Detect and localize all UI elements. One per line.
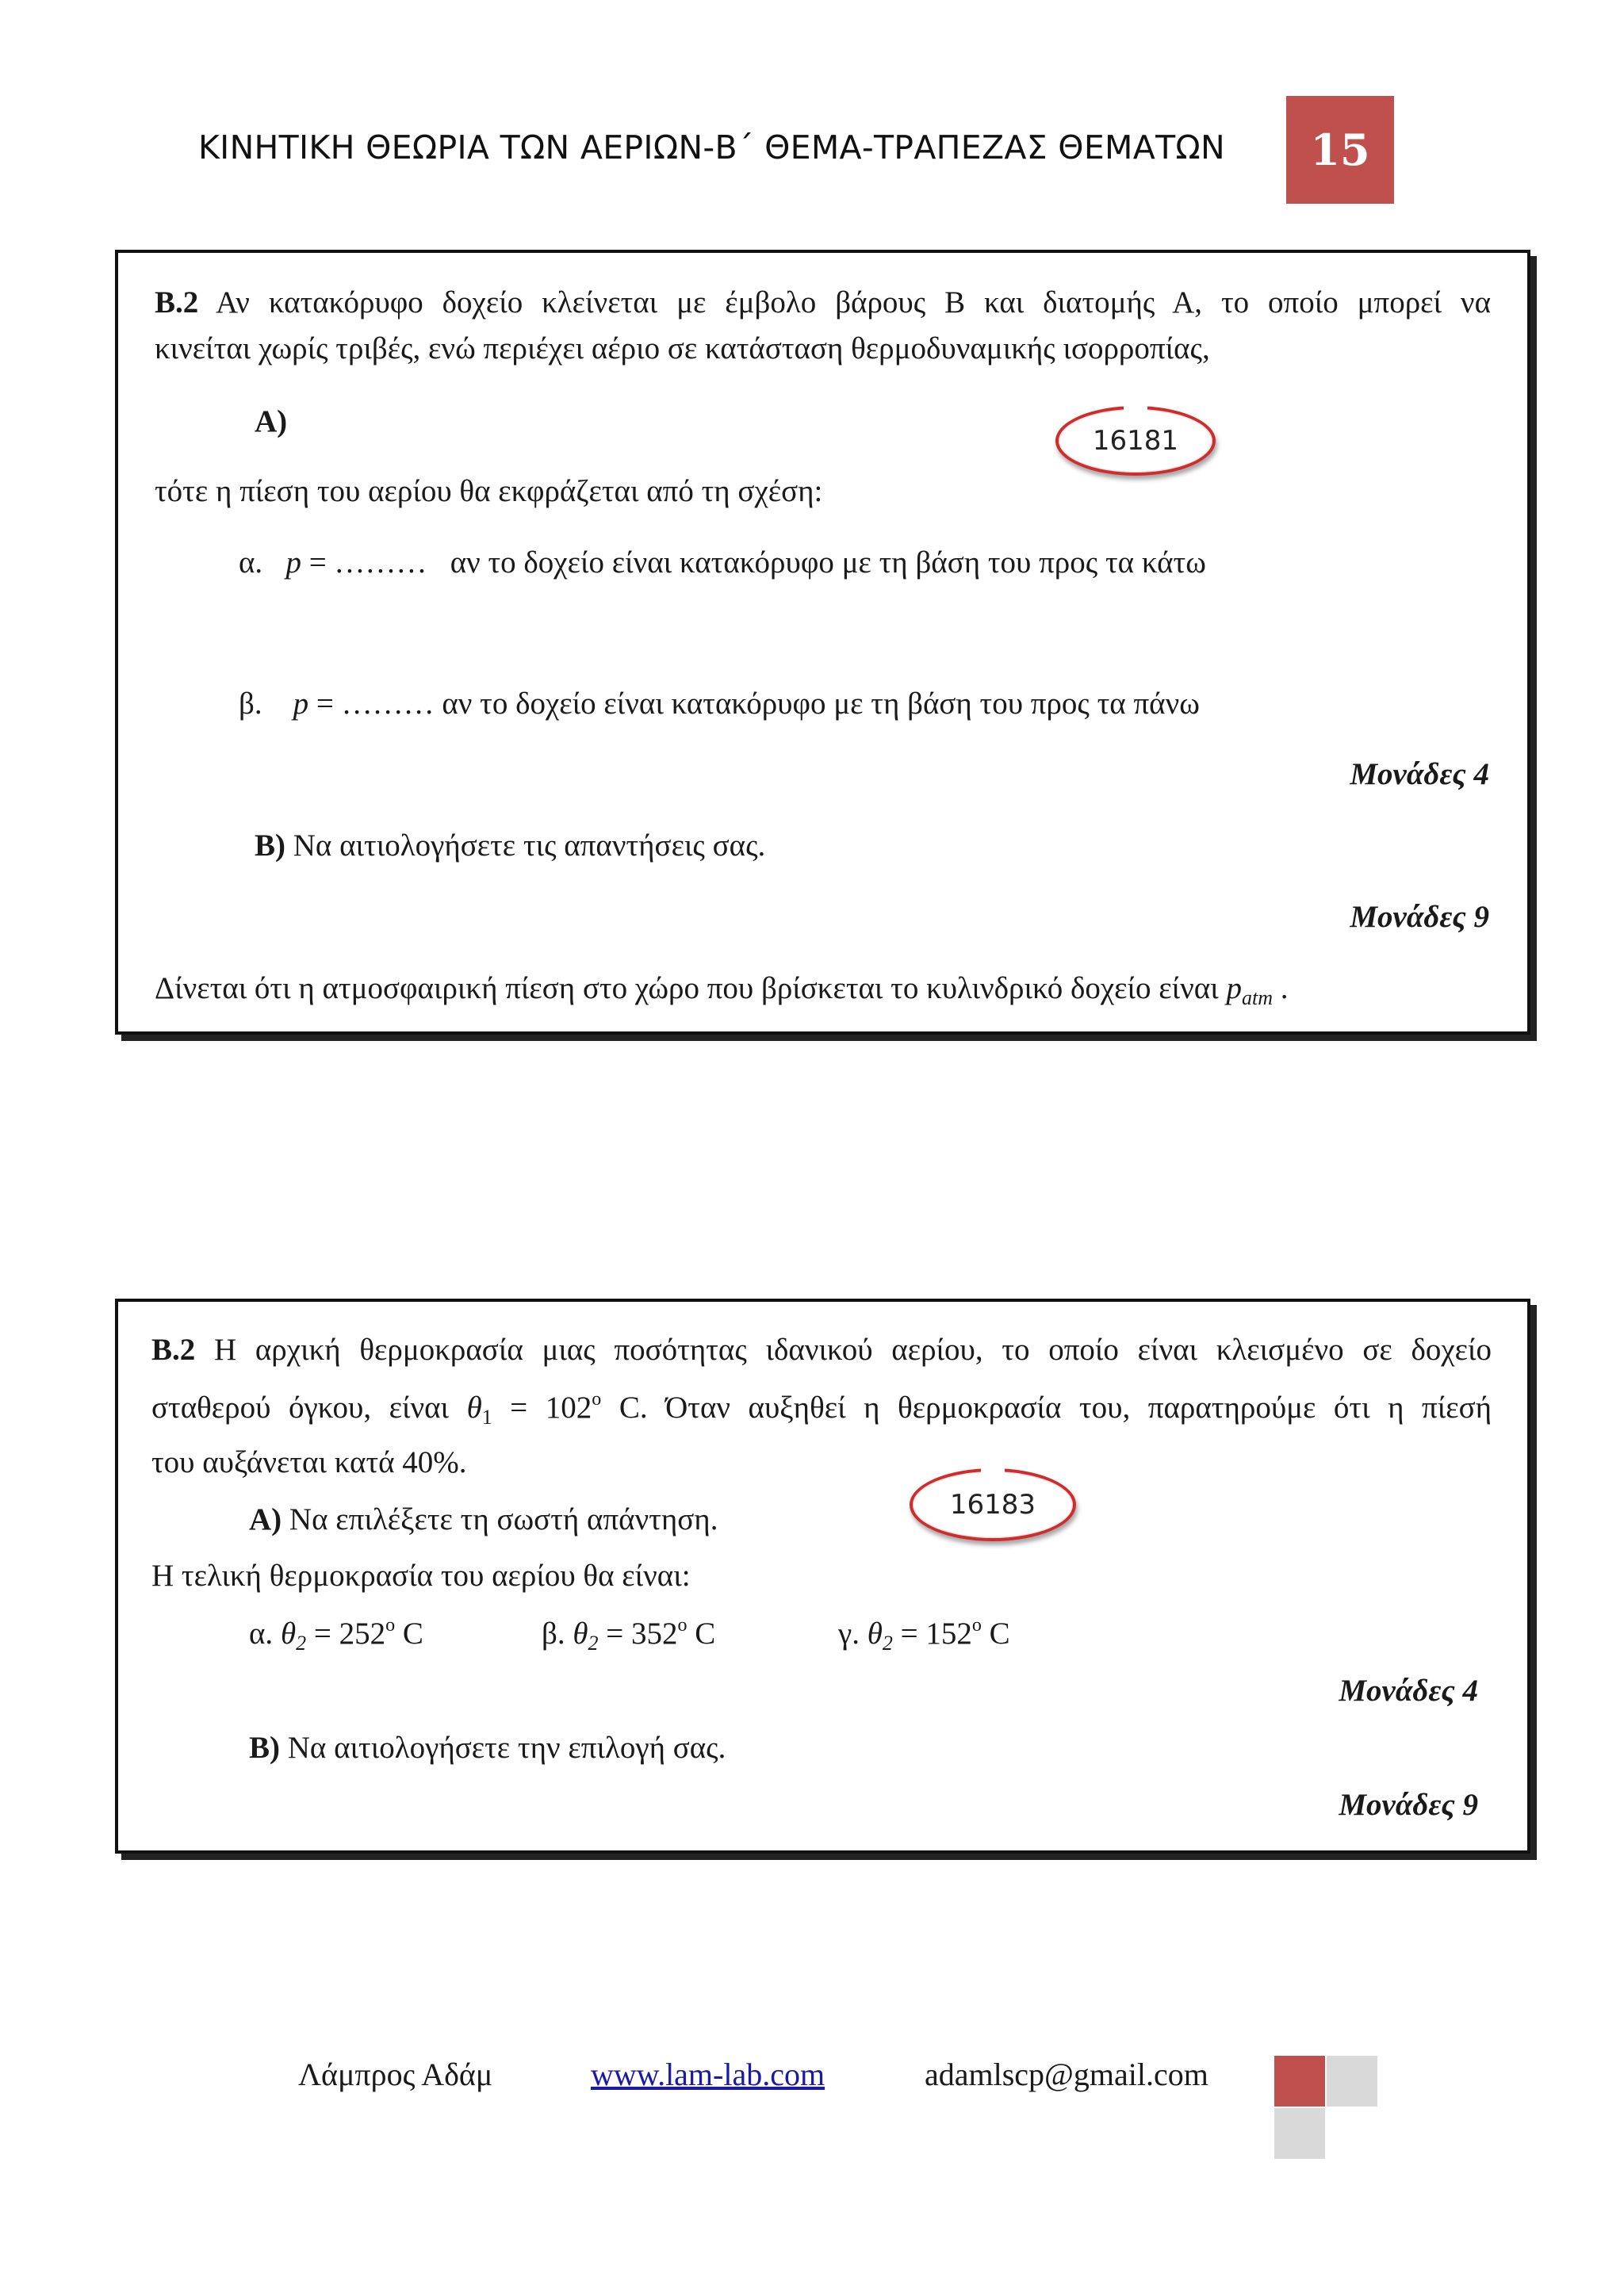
option-letter: γ.	[838, 1617, 860, 1651]
option-unit: C	[402, 1617, 423, 1651]
header-title: ΚΙΝΗΤΙΚΗ ΘΕΩΡΙΑ ΤΩΝ ΑΕΡΙΩΝ-Β΄ ΘΕΜΑ-ΤΡΑΠΕΖΑΣ ΘΕΜΑΤΩΝ	[198, 128, 1226, 166]
problem2-label: Β.2	[151, 1333, 196, 1367]
theta-subscript: 2	[296, 1632, 307, 1655]
problem1-part-b	[255, 828, 765, 863]
problem2-prompt: Η τελική θερμοκρασία του αερίου θα είναι:	[151, 1559, 691, 1593]
option-letter: α.	[249, 1617, 274, 1651]
problem-card-16183	[115, 1299, 1530, 1854]
problem1-option-b	[239, 686, 1200, 721]
degree-sign: ο	[677, 1615, 688, 1636]
problem1-prompt: τότε η πίεση του αερίου θα εκφράζεται από τη σχέση:	[155, 474, 823, 508]
problem2-option-b	[542, 1615, 715, 1655]
page-number-badge	[1286, 96, 1394, 204]
option-text: αν το δοχείο είναι κατακόρυφο με τη βάση του προς τα κάτω	[450, 545, 1206, 580]
option-text: αν το δοχείο είναι κατακόρυφο με τη βάση του προς τα πάνω	[442, 687, 1200, 721]
problem1-label: Β.2	[155, 285, 199, 320]
stamp-number: 16183	[949, 1489, 1036, 1521]
theta-subscript: 2	[882, 1632, 893, 1655]
theta-subscript: 1	[481, 1406, 492, 1429]
option-letter: β.	[239, 687, 262, 721]
initial-temperature: = 102	[510, 1391, 592, 1425]
problem2-line3: του αυξάνεται κατά 40%.	[151, 1445, 467, 1479]
part-a-text: Να επιλέξετε τη σωστή απάντηση.	[289, 1502, 718, 1536]
degree-sign: ο	[971, 1615, 982, 1636]
problem2-points-a: Μονάδες 4	[1339, 1674, 1478, 1708]
footer-author: Λάμπρος Αδάμ	[298, 2057, 493, 2092]
part-a-label: Α)	[249, 1502, 282, 1536]
footer-decor-square-gray-right	[1327, 2056, 1377, 2107]
problem1-intro-line1	[155, 285, 1491, 320]
footer-website-link[interactable]: www.lam-lab.com	[591, 2057, 825, 2092]
option-blank: = ………	[308, 545, 427, 580]
problem2-line1	[151, 1332, 1492, 1368]
part-b-label: Β)	[249, 1731, 280, 1765]
pressure-variable: p	[285, 545, 301, 580]
degree-sign: ο	[592, 1389, 602, 1410]
problem1-intro-line2: κινείται χωρίς τριβές, ενώ περιέχει αέριο σε κατάσταση θερμοδυναμικής ισορροπίας,	[155, 331, 1210, 365]
line2-pre: σταθερού όγκου, είναι	[151, 1391, 450, 1425]
page-number: 15	[1310, 124, 1370, 175]
theta-variable: θ	[280, 1617, 297, 1651]
problem2-option-a	[249, 1615, 423, 1655]
problem2-option-c	[838, 1615, 1010, 1655]
option-value: = 252	[313, 1617, 386, 1651]
atm-subscript: atm	[1241, 986, 1273, 1009]
option-value: = 152	[900, 1617, 972, 1651]
problem2-part-b	[249, 1730, 726, 1766]
atm-pressure-variable: p	[1226, 971, 1242, 1005]
problem2-line1-text: Η αρχική θερμοκρασία μιας ποσότητας ιδανικού αερίου, το οποίο είναι κλεισμένο σε δοχείο	[213, 1333, 1492, 1367]
degree-sign: ο	[385, 1615, 396, 1636]
line2-post: C. Όταν αυξηθεί η θερμοκρασία του, παρατηρούμε ότι η πίεσή	[619, 1391, 1492, 1425]
problem1-option-a	[239, 545, 1206, 580]
problem2-points-b: Μονάδες 9	[1339, 1788, 1478, 1822]
problem-card-16181	[115, 250, 1530, 1035]
given-period: .	[1280, 971, 1289, 1005]
footer-decor-square-red	[1274, 2056, 1325, 2107]
option-unit: C	[989, 1617, 1010, 1651]
problem1-intro-text1: Αν κατακόρυφο δοχείο κλείνεται με έμβολο βάρους Β και διατομής Α, το οποίο μπορεί να	[216, 285, 1492, 320]
problem1-given	[155, 970, 1288, 1010]
pressure-variable: p	[293, 687, 309, 721]
question-id-stamp	[1055, 406, 1216, 476]
problem2-part-a	[249, 1502, 718, 1537]
option-letter: β.	[542, 1617, 565, 1651]
theta-variable: θ	[573, 1617, 588, 1651]
question-id-stamp	[910, 1468, 1076, 1541]
option-letter: α.	[239, 545, 263, 580]
footer-decor-square-gray-bottom	[1274, 2108, 1325, 2159]
problem1-points-a: Μονάδες 4	[1350, 757, 1489, 791]
part-b-text: Να αιτιολογήσετε τις απαντήσεις σας.	[293, 828, 766, 863]
option-value: = 352	[606, 1617, 678, 1651]
theta-variable: θ	[867, 1617, 883, 1651]
footer-email: adamlscp@gmail.com	[925, 2057, 1208, 2092]
given-text: Δίνεται ότι η ατμοσφαιρική πίεση στο χώρο που βρίσκεται το κυλινδρικό δοχείο είναι	[155, 971, 1219, 1005]
problem1-part-a-label: Α)	[255, 404, 288, 438]
part-b-text: Να αιτιολογήσετε την επιλογή σας.	[287, 1731, 726, 1765]
option-blank: = ………	[316, 687, 435, 721]
theta-variable: θ	[466, 1391, 482, 1425]
option-unit: C	[695, 1617, 716, 1651]
theta-subscript: 2	[588, 1632, 599, 1655]
stamp-number: 16181	[1092, 425, 1179, 457]
part-b-label: Β)	[255, 828, 285, 863]
problem1-points-b: Μονάδες 9	[1350, 900, 1489, 934]
problem2-line2	[151, 1389, 1492, 1429]
